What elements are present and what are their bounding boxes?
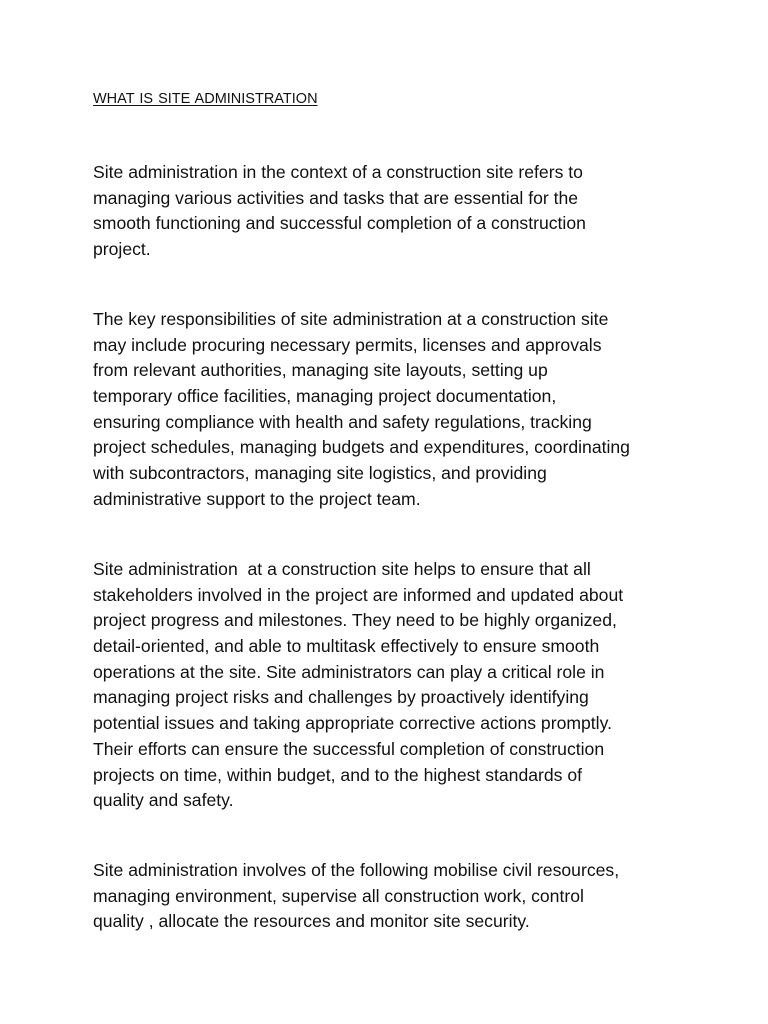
text-line: administrative support to the project team. <box>93 488 421 509</box>
text-line: with subcontractors, managing site logistics, and providing <box>93 463 547 484</box>
paragraph-involvement <box>93 858 693 935</box>
text-line: managing various activities and tasks that are essential for the <box>93 187 579 208</box>
text-line: managing environment, supervise all construction work, control <box>93 885 584 906</box>
document-title: WHAT IS SITE ADMINISTRATION <box>93 91 318 107</box>
text-line: The key responsibilities of site administration at a construction site <box>93 309 609 329</box>
text-line: operations at the site. Site administrators can play a critical role in <box>93 661 605 682</box>
text-line: projects on time, within budget, and to the highest standards of <box>93 764 583 785</box>
text-line: project schedules, managing budgets and expenditures, coordinating <box>93 437 630 458</box>
text-line: quality , allocate the resources and monitor site security. <box>93 911 530 932</box>
text-line: ensuring compliance with health and safety regulations, tracking <box>93 411 592 432</box>
text-line: project progress and milestones. They need to be highly organized, <box>93 610 617 631</box>
text-line: managing project risks and challenges by proactively identifying <box>93 687 589 708</box>
text-line: Their efforts can ensure the successful completion of construction <box>93 738 605 759</box>
paragraph-definition <box>93 160 693 263</box>
text-line: Site administration in the context of a construction site refers to <box>93 162 583 182</box>
text-line: may include procuring necessary permits, licenses and approvals <box>93 334 602 355</box>
text-line: smooth functioning and successful completion of a construction <box>93 213 586 234</box>
text-line: temporary office facilities, managing project documentation, <box>93 386 557 407</box>
text-line: Site administration involves of the following mobilise civil resources, <box>93 860 620 880</box>
paragraph-responsibilities <box>93 307 693 513</box>
text-line: project. <box>93 239 151 260</box>
text-line: quality and safety. <box>93 790 234 811</box>
text-line: stakeholders involved in the project are informed and updated about <box>93 584 624 605</box>
text-line: from relevant authorities, managing site layouts, setting up <box>93 360 548 381</box>
paragraph-benefits <box>93 557 693 814</box>
text-line: detail-oriented, and able to multitask effectively to ensure smooth <box>93 636 600 657</box>
text-line: potential issues and taking appropriate corrective actions promptly. <box>93 713 612 734</box>
text-line: Site administration at a construction site helps to ensure that all <box>93 559 591 579</box>
